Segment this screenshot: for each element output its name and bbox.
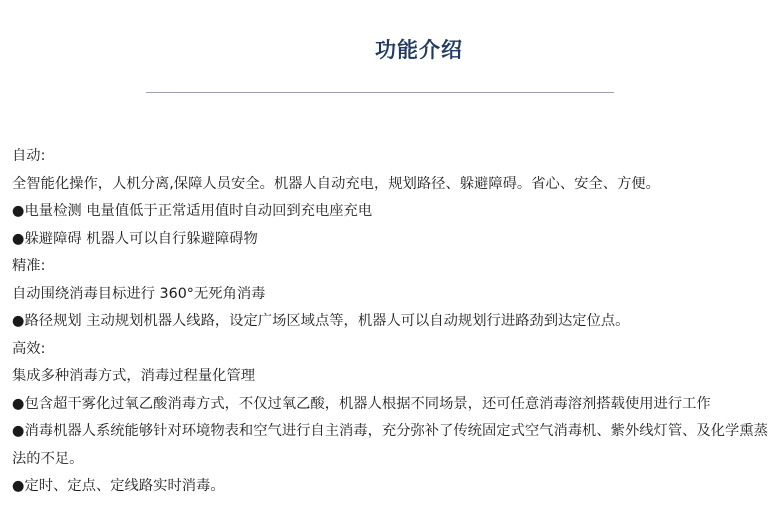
- section-heading-efficient: 高效:: [12, 340, 46, 357]
- efficient-autonomous-disinfection-item: ●消毒机器人系统能够针对环境物表和空气进行自主消毒，充分弥补了传统固定式空气消毒机、紫外线灯管、及化学熏蒸法的不足。: [12, 423, 768, 467]
- section-heading-precise: 精准:: [12, 258, 46, 274]
- page-title: 功能介绍: [375, 38, 463, 62]
- precise-summary-text: 自动围绕消毒目标进行 360°无死角消毒: [12, 285, 266, 302]
- auto-obstacle-avoidance-item: ●躲避障碍 机器人可以自行躲避障碍物: [12, 230, 258, 247]
- precise-path-planning-item: ●路径规划 主动规划机器人线路，设定广场区域点等，机器人可以自动规划行进路劲到达定位点。: [12, 313, 630, 329]
- efficient-scheduled-disinfection-item: ●定时、定点、定线路实时消毒。: [12, 478, 225, 494]
- efficient-atomization-item: ●包含超干雾化过氧乙酸消毒方式，不仅过氧乙酸，机器人根据不同场景，还可任意消毒溶剂搭载使用进行工作: [12, 395, 711, 412]
- section-heading-auto: 自动:: [12, 148, 46, 164]
- auto-summary-text: 全智能化操作，人机分离,保障人员安全。机器人自动充电，规划路径、躲避障碍。省心、安全、方便。: [12, 175, 660, 192]
- auto-battery-detection-item: ●电量检测 电量值低于正常适用值时自动回到充电座充电: [12, 203, 373, 219]
- efficient-summary-text: 集成多种消毒方式，消毒过程量化管理: [12, 368, 256, 384]
- feature-content: [12, 143, 776, 501]
- title-divider: [146, 92, 614, 93]
